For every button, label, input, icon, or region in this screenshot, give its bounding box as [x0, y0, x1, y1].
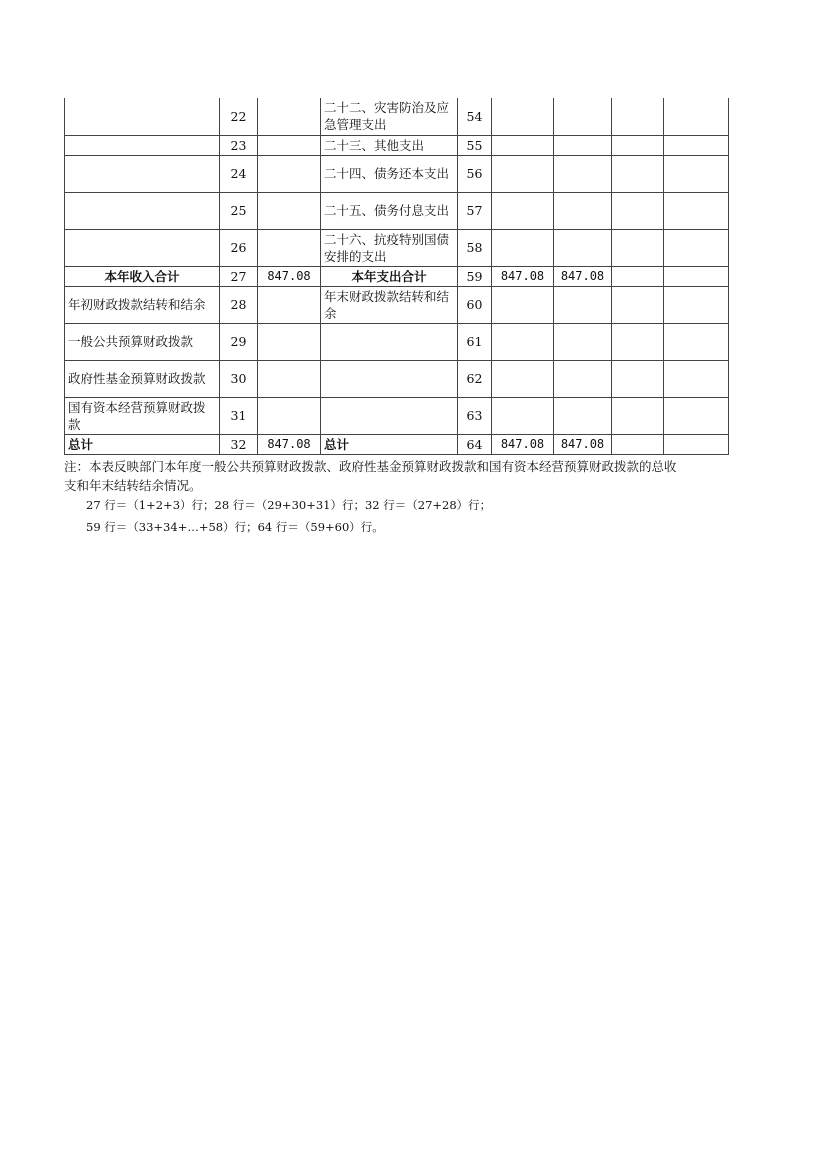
income-row-no: 23	[220, 135, 258, 155]
extra-cell	[664, 434, 729, 454]
expense-project	[612, 229, 664, 266]
income-amount: 847.08	[258, 266, 321, 286]
table-row	[65, 286, 729, 323]
expense-row-no: 57	[458, 192, 492, 229]
table-row	[65, 98, 729, 135]
income-grand-total-label: 总计	[65, 434, 220, 454]
extra-cell	[664, 98, 729, 135]
expense-total	[492, 155, 554, 192]
formula-note-1: 27 行＝（1+2+3）行；28 行＝（29+30+31）行；32 行＝（27+28）行；	[86, 498, 492, 512]
table-row	[65, 434, 729, 454]
expense-total	[492, 98, 554, 135]
extra-cell	[664, 155, 729, 192]
expense-project	[612, 397, 664, 434]
expense-row-no: 61	[458, 323, 492, 360]
expense-project	[612, 434, 664, 454]
income-amount	[258, 397, 321, 434]
income-row-no: 26	[220, 229, 258, 266]
expense-project	[612, 192, 664, 229]
budget-table	[64, 98, 729, 455]
income-amount	[258, 98, 321, 135]
table-row	[65, 266, 729, 286]
income-subtotal-label: 本年收入合计	[65, 266, 220, 286]
income-item: 年初财政拨款结转和结余	[65, 286, 220, 323]
extra-cell	[664, 266, 729, 286]
income-item	[65, 229, 220, 266]
expense-row-no: 60	[458, 286, 492, 323]
income-item: 政府性基金预算财政拨款	[65, 360, 220, 397]
table-row	[65, 155, 729, 192]
income-row-no: 31	[220, 397, 258, 434]
income-row-no: 32	[220, 434, 258, 454]
income-amount	[258, 323, 321, 360]
expense-basic	[554, 98, 612, 135]
table-row	[65, 229, 729, 266]
expense-item: 二十六、抗疫特别国债安排的支出	[321, 229, 458, 266]
extra-cell	[664, 397, 729, 434]
extra-cell	[664, 286, 729, 323]
income-amount: 847.08	[258, 434, 321, 454]
expense-row-no: 56	[458, 155, 492, 192]
table-row	[65, 192, 729, 229]
extra-cell	[664, 360, 729, 397]
income-row-no: 25	[220, 192, 258, 229]
expense-basic	[554, 229, 612, 266]
extra-cell	[664, 135, 729, 155]
income-item	[65, 192, 220, 229]
income-amount	[258, 229, 321, 266]
expense-row-no: 64	[458, 434, 492, 454]
expense-total	[492, 135, 554, 155]
income-row-no: 27	[220, 266, 258, 286]
expense-item: 二十二、灾害防治及应急管理支出	[321, 98, 458, 135]
expense-item: 二十四、债务还本支出	[321, 155, 458, 192]
table-row	[65, 135, 729, 155]
expense-basic	[554, 360, 612, 397]
expense-row-no: 55	[458, 135, 492, 155]
expense-row-no: 62	[458, 360, 492, 397]
expense-basic: 847.08	[554, 434, 612, 454]
expense-project	[612, 286, 664, 323]
extra-cell	[664, 192, 729, 229]
expense-basic	[554, 192, 612, 229]
extra-cell	[664, 229, 729, 266]
expense-total	[492, 360, 554, 397]
expense-total: 847.08	[492, 434, 554, 454]
income-amount	[258, 135, 321, 155]
expense-project	[612, 323, 664, 360]
extra-cell	[664, 323, 729, 360]
expense-row-no: 58	[458, 229, 492, 266]
expense-total	[492, 192, 554, 229]
table-row	[65, 397, 729, 434]
expense-subtotal-label: 本年支出合计	[321, 266, 458, 286]
expense-row-no: 63	[458, 397, 492, 434]
expense-project	[612, 360, 664, 397]
expense-row-no: 54	[458, 98, 492, 135]
expense-total	[492, 229, 554, 266]
expense-row-no: 59	[458, 266, 492, 286]
expense-total	[492, 397, 554, 434]
expense-basic	[554, 397, 612, 434]
table-row	[65, 323, 729, 360]
income-amount	[258, 286, 321, 323]
table-row	[65, 360, 729, 397]
expense-item	[321, 397, 458, 434]
expense-grand-total-label: 总计	[321, 434, 458, 454]
income-item	[65, 98, 220, 135]
income-item	[65, 155, 220, 192]
expense-project	[612, 98, 664, 135]
expense-item	[321, 323, 458, 360]
expense-total	[492, 286, 554, 323]
income-amount	[258, 192, 321, 229]
expense-basic	[554, 286, 612, 323]
expense-item	[321, 360, 458, 397]
expense-project	[612, 266, 664, 286]
income-amount	[258, 360, 321, 397]
income-item	[65, 135, 220, 155]
income-item: 国有资本经营预算财政拨款	[65, 397, 220, 434]
income-amount	[258, 155, 321, 192]
formula-note-2: 59 行＝（33+34+…+58）行；64 行＝（59+60）行。	[86, 520, 384, 534]
expense-item: 二十三、其他支出	[321, 135, 458, 155]
expense-total	[492, 323, 554, 360]
income-row-no: 29	[220, 323, 258, 360]
expense-basic	[554, 155, 612, 192]
income-row-no: 28	[220, 286, 258, 323]
income-row-no: 22	[220, 98, 258, 135]
expense-item: 年末财政拨款结转和结余	[321, 286, 458, 323]
income-row-no: 24	[220, 155, 258, 192]
income-row-no: 30	[220, 360, 258, 397]
expense-item: 二十五、债务付息支出	[321, 192, 458, 229]
expense-basic: 847.08	[554, 266, 612, 286]
income-item: 一般公共预算财政拨款	[65, 323, 220, 360]
table-note: 注：本表反映部门本年度一般公共预算财政拨款、政府性基金预算财政拨款和国有资本经营预算财政拨款的总收支和年末结转结余情况。	[64, 459, 677, 493]
expense-basic	[554, 135, 612, 155]
expense-project	[612, 155, 664, 192]
expense-basic	[554, 323, 612, 360]
expense-total: 847.08	[492, 266, 554, 286]
expense-project	[612, 135, 664, 155]
